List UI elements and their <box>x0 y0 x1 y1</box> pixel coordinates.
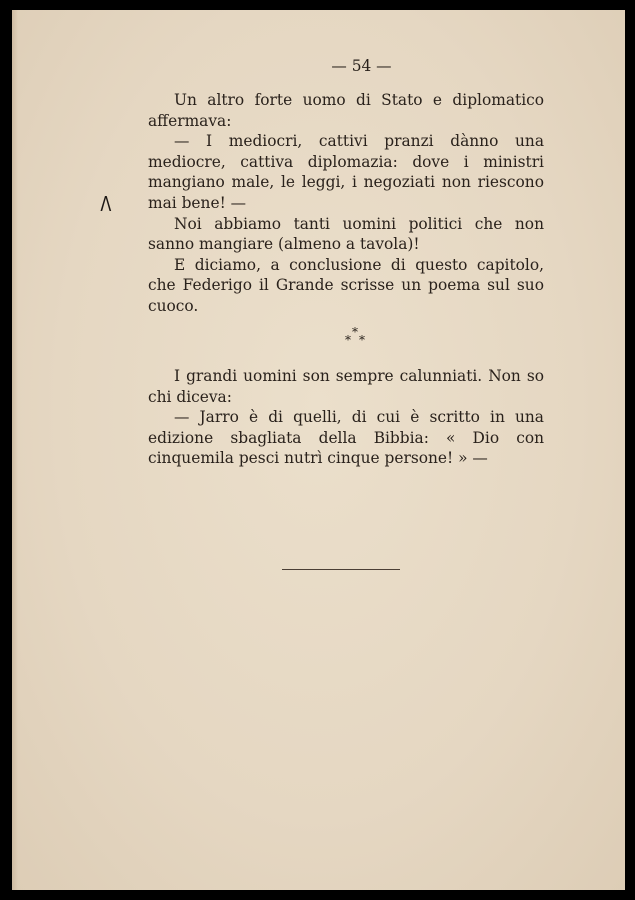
end-rule <box>282 569 400 570</box>
paragraph-2: — I mediocri, cattivi pranzi dànno una mediocre, cattiva diplomazia: dove i ministri mangiano male, le leggi, i negoziati non riescono mai bene! — <box>148 132 544 212</box>
book-page <box>12 10 625 890</box>
paragraph-5: I grandi uomini son sempre calunniati. Non so chi diceva: <box>148 367 544 406</box>
asterism-separator <box>342 326 372 350</box>
paragraph-6: — Jarro è di quelli, di cui è scritto in una edizione sbagliata della Bibbia: « Dio con cinquemila pesci nutrì cinque persone! » — <box>148 408 544 468</box>
asterism-star-top: * <box>352 325 358 339</box>
asterism-star-left: * <box>345 333 351 347</box>
paragraph-3: Noi abbiamo tanti uomini politici che non sanno mangiare (almeno a tavola)! <box>148 214 544 254</box>
section-2 <box>148 366 544 469</box>
page-number: — 54 — <box>331 57 392 75</box>
paragraph-4: E diciamo, a conclusione di questo capitolo, che Federigo il Grande scrisse un poema sul suo cuoco. <box>148 255 544 315</box>
section-1 <box>148 90 544 317</box>
page-edge-shadow <box>12 10 18 890</box>
handwritten-margin-mark: Λ <box>100 192 112 216</box>
asterism-star-right: * <box>359 333 365 347</box>
paragraph-1: Un altro forte uomo di Stato e diplomatico affermava: <box>148 91 544 130</box>
